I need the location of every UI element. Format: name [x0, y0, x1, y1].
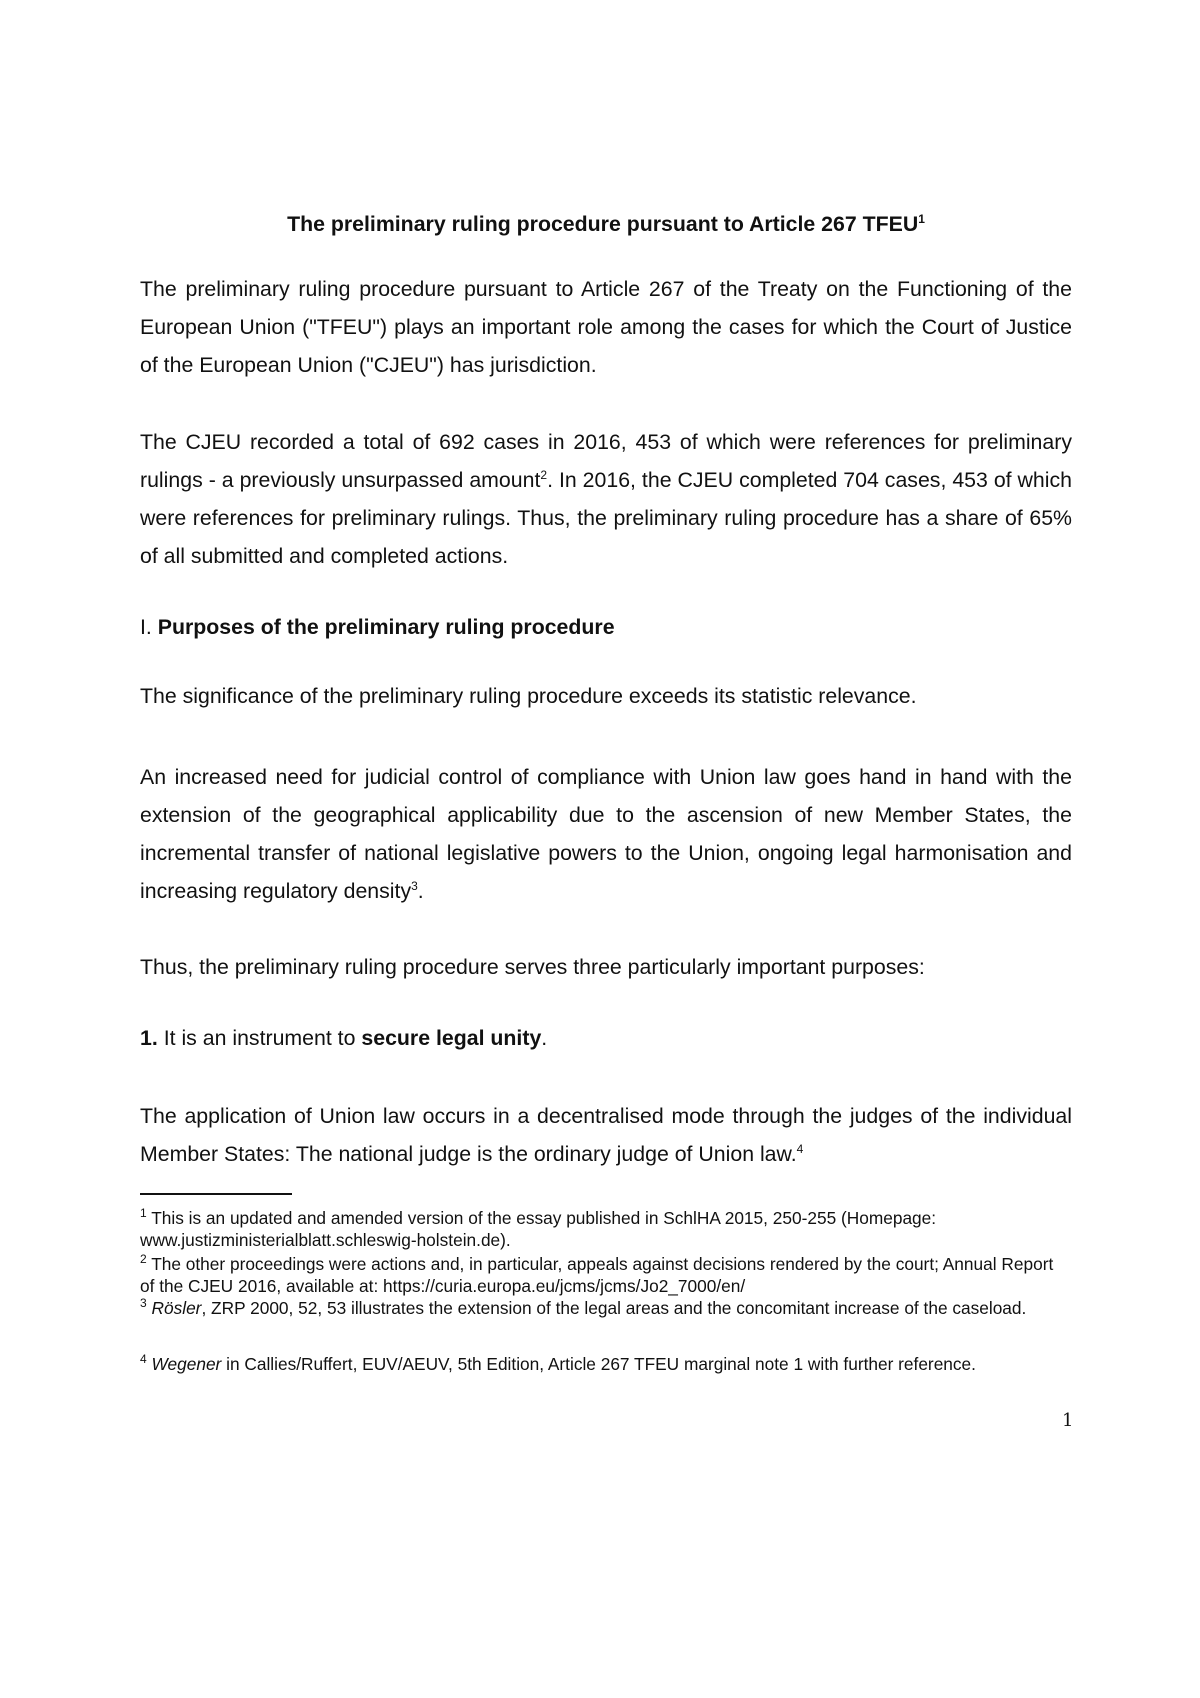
item-number: 1. [140, 1026, 164, 1050]
footnote-number: 1 [140, 1206, 147, 1221]
footnote-author: Wegener [151, 1354, 222, 1374]
list-item-1 [140, 1019, 1072, 1057]
footnote-2 [140, 1253, 1072, 1297]
paragraph-significance: The significance of the preliminary ruling procedure exceeds its statistic relevance. [140, 684, 917, 708]
text: The CJEU recorded a total of 692 cases in 2016, 453 of which were references for preliminary rulings - a previously unsurpassed amount [140, 430, 1072, 492]
footnote-ref[interactable]: 4 [796, 1141, 804, 1156]
text: . [541, 1026, 548, 1050]
text: An increased need for judicial control of compliance with Union law goes hand in hand with the extension of the geographical applicability due to the ascension of new Member States, the incremental transfer of national legislative powers to the Union, ongoing legal harmonisation and increasing regulatory density [140, 765, 1072, 903]
page-number: 1 [1062, 1410, 1074, 1431]
paragraph-need [140, 758, 1072, 910]
heading-text: Purposes of the preliminary ruling procedure [157, 615, 615, 639]
paragraph-purposes: Thus, the preliminary ruling procedure serves three particularly important purposes: [140, 955, 925, 979]
footnote-text: , ZRP 2000, 52, 53 illustrates the extension of the legal areas and the concomitant increase of the caseload. [201, 1298, 1027, 1318]
paragraph-intro: The preliminary ruling procedure pursuant to Article 267 of the Treaty on the Functioning of the European Union ("TFEU") plays an important role among the cases for which the Court of Justice of the European Union ("CJEU") has jurisdiction. [140, 277, 1072, 377]
footnote-ref[interactable]: 2 [540, 467, 548, 482]
footnote-text: The other proceedings were actions and, in particular, appeals against decisions rendered by the court; Annual Report of the CJEU 2016, available at: https://curia.europa.eu/jcms/jcms/Jo2_7000/en/ [140, 1254, 1054, 1296]
heading-number: I. [140, 615, 158, 639]
footnote-ref[interactable]: 1 [918, 211, 925, 226]
footnote-separator [140, 1193, 292, 1195]
text: . [417, 879, 424, 903]
text: The application of Union law occurs in a decentralised mode through the judges of the individual Member States: The national judge is the ordinary judge of Union law. [140, 1104, 1072, 1166]
page-title [140, 212, 1072, 237]
footnote-text: in Callies/Ruffert, EUV/AEUV, 5th Edition, Article 267 TFEU marginal note 1 with further reference. [221, 1354, 976, 1374]
footnote-number: 3 [140, 1296, 147, 1311]
text: It is an instrument to [163, 1026, 362, 1050]
footnote-number: 2 [140, 1252, 147, 1267]
footnote-ref[interactable]: 3 [411, 878, 418, 893]
paragraph-statistics [140, 423, 1072, 575]
footnote-number: 4 [140, 1352, 147, 1367]
footnote-4 [140, 1353, 1072, 1375]
section-heading [140, 608, 1072, 646]
text: . In 2016, the CJEU completed 704 cases, 453 of which were references for preliminary rulings. Thus, the preliminary ruling procedure has a share of 65% of all submitted and completed actions. [140, 468, 1072, 568]
paragraph-application [140, 1097, 1072, 1173]
footnote-text: This is an updated and amended version of the essay published in SchlHA 2015, 250-255 (Homepage: www.justizministerialblatt.schleswig-holstein.de). [140, 1208, 937, 1250]
footnote-author: Rösler [151, 1298, 202, 1318]
footnote-3 [140, 1297, 1072, 1319]
emphasis: secure legal unity [361, 1026, 542, 1050]
footnote-1 [140, 1207, 1072, 1251]
title-text: The preliminary ruling procedure pursuant to Article 267 TFEU [287, 212, 919, 236]
